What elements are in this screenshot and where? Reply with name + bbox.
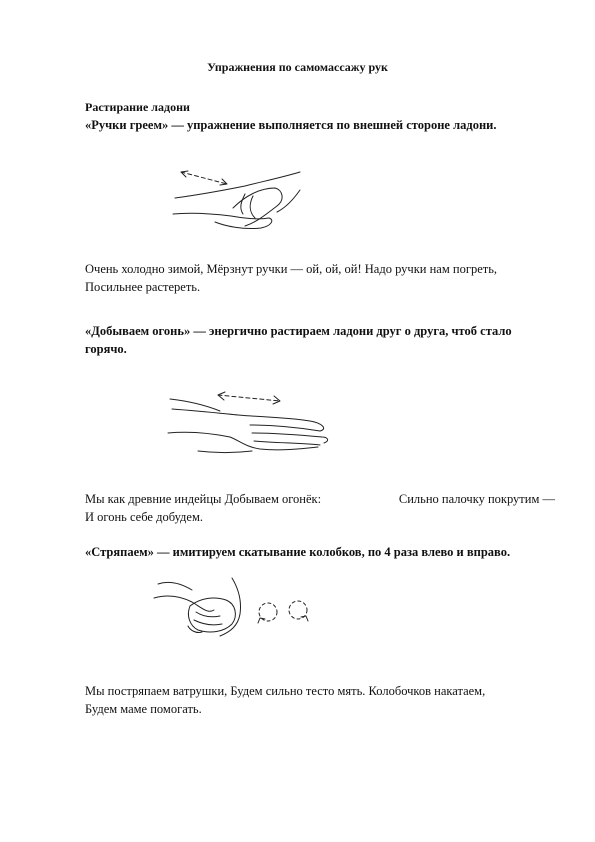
- exercise-3-poem-line-1: Мы постряпаем ватрушки, Будем сильно тесто мять. Колобочков накатаем,: [85, 684, 486, 698]
- illustration-rubbing-palms: [160, 385, 340, 460]
- exercise-1-poem-line-1: Очень холодно зимой, Мёрзнут ручки — ой, ой, ой! Надо ручки нам погреть,: [85, 262, 498, 276]
- exercise-2-poem-line-2: И огонь себе добудем.: [85, 510, 203, 524]
- exercise-3-poem-line-2: Будем маме помогать.: [85, 702, 202, 716]
- exercise-1-poem-line-2: Посильнее растереть.: [85, 280, 201, 294]
- section-heading: Растирание ладони: [85, 100, 190, 114]
- exercise-1-description: «Ручки греем» — упражнение выполняется по внешней стороне ладони.: [85, 118, 497, 132]
- illustration-warming-hands: [165, 160, 315, 235]
- exercise-2-description-line-2: горячо.: [85, 342, 127, 356]
- exercise-3-description: «Стряпаем» — имитируем скатывание колобков, по 4 раза влево и вправо.: [85, 545, 511, 559]
- exercise-2-poem-line-1: [85, 490, 555, 508]
- exercise-2-poem-line-1a: Мы как древние индейцы Добываем огонёк:: [85, 492, 322, 506]
- exercise-2-poem-line-1b: Сильно палочку покрутим —: [398, 492, 555, 506]
- page-title: Упражнения по самомассажу рук: [207, 60, 388, 74]
- illustration-rolling-dough: [150, 570, 315, 650]
- exercise-2-description-line-1: «Добываем огонь» — энергично растираем ладони друг о друга, чтоб стало: [85, 324, 512, 338]
